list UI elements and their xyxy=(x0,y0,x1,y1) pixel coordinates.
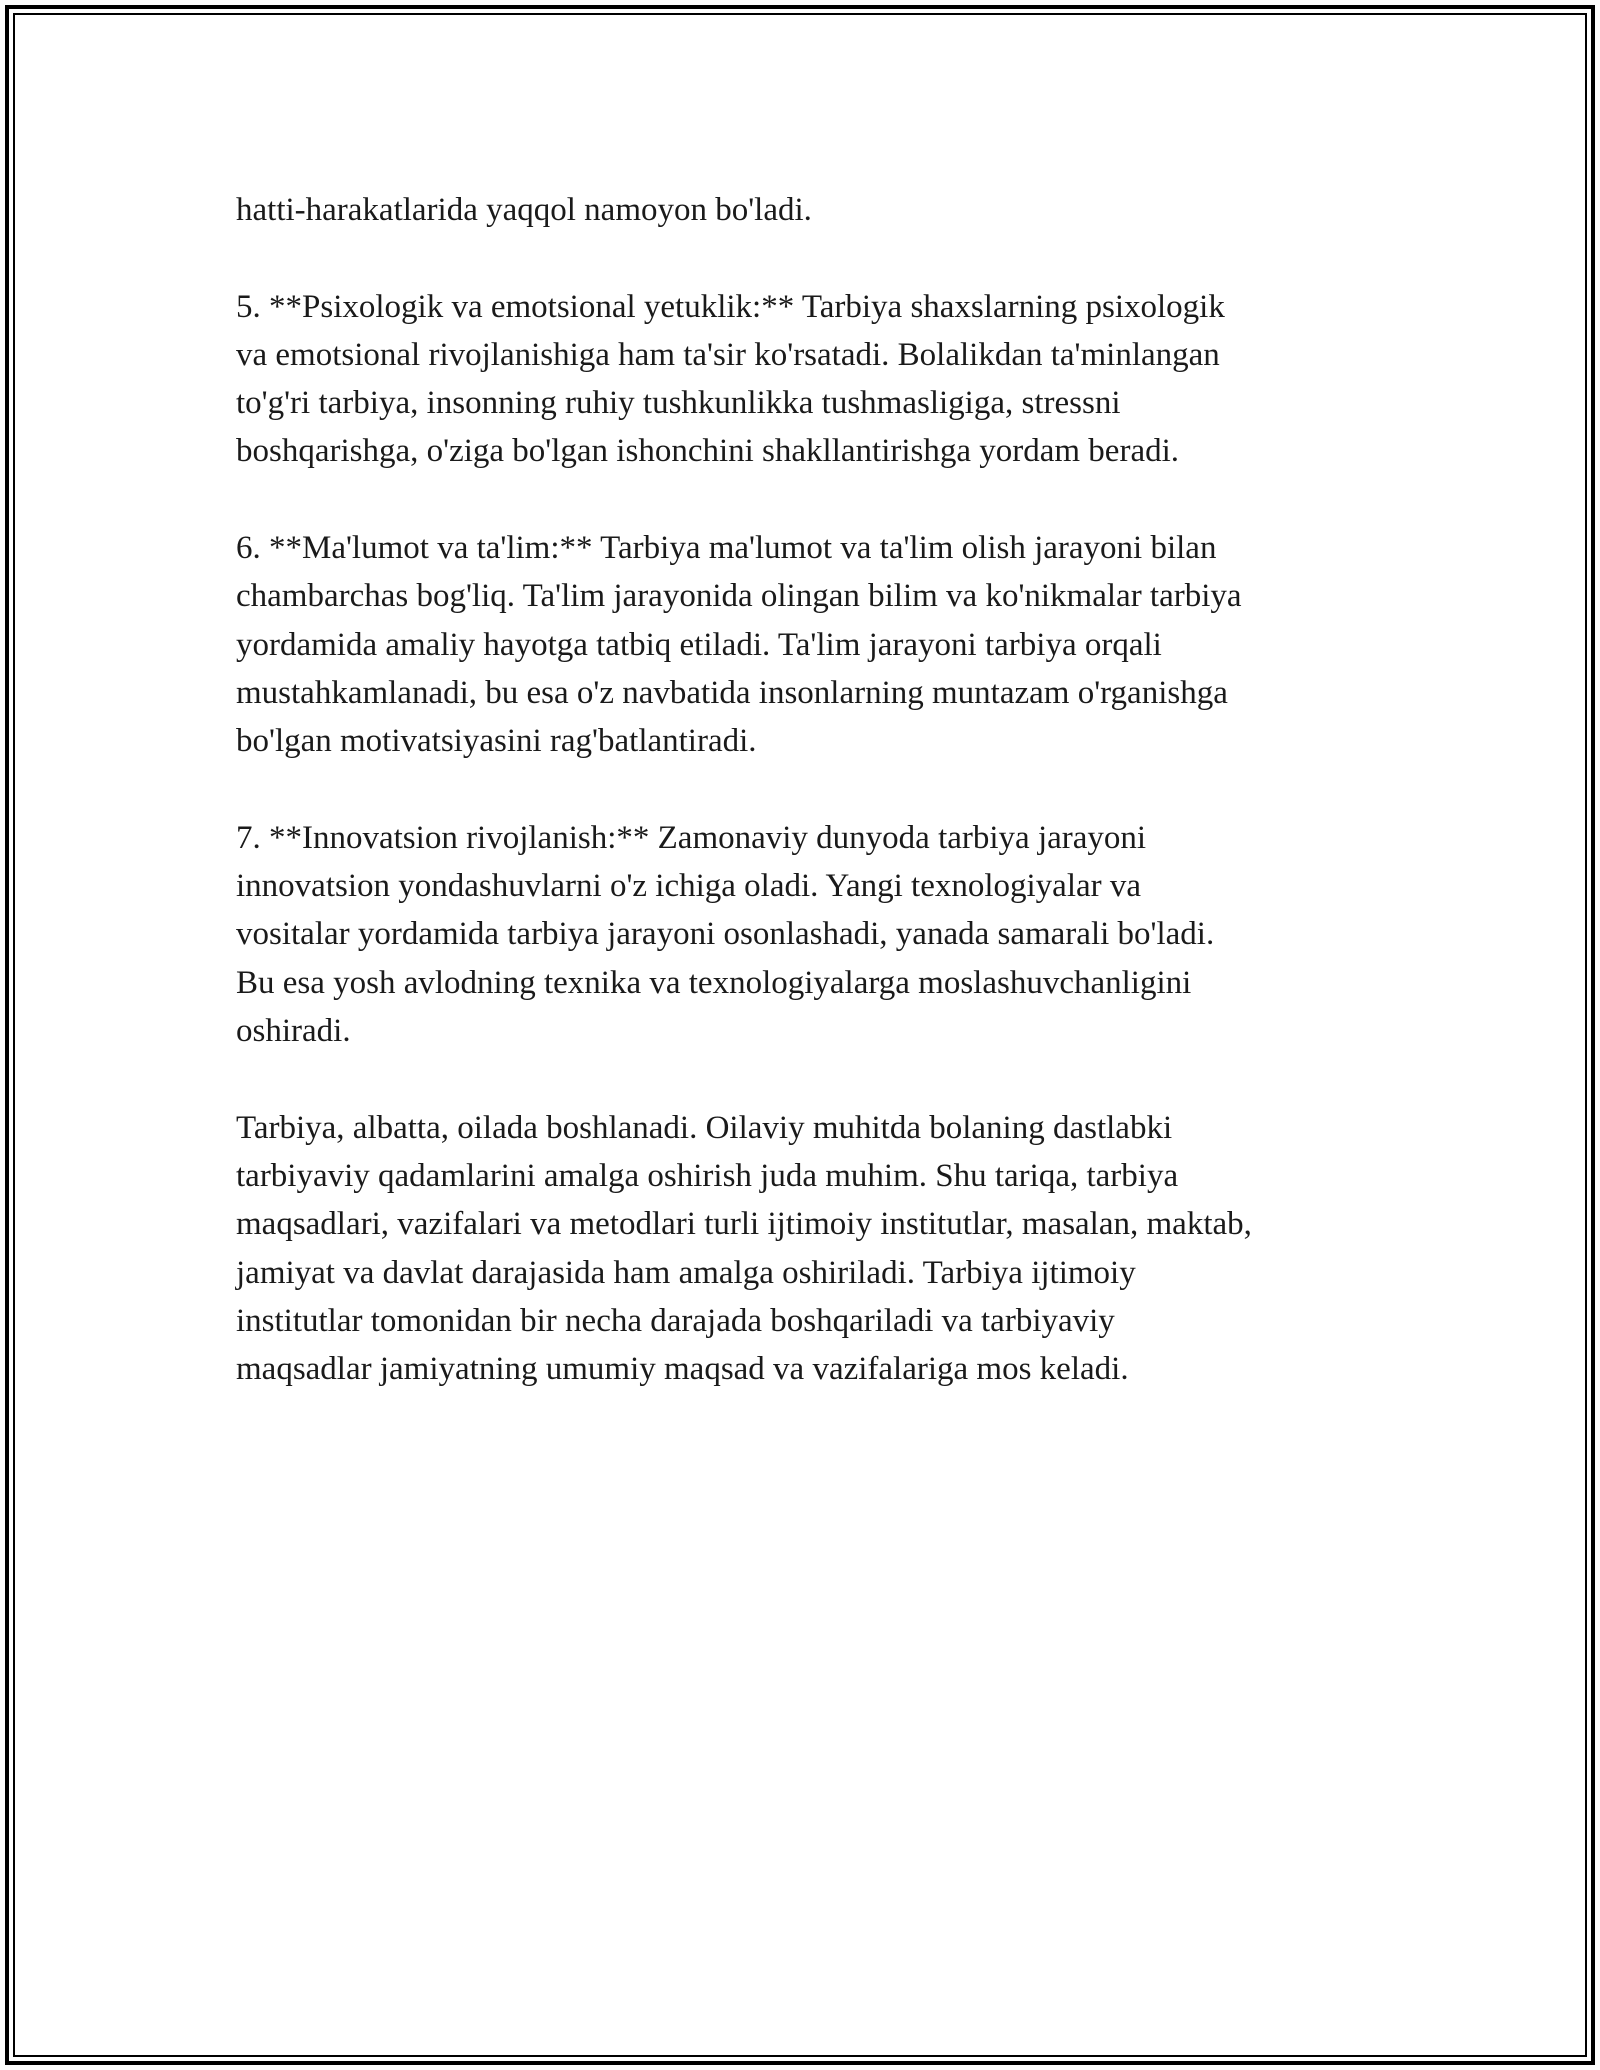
paragraph-item-6: 6. **Ma'lumot va ta'lim:** Tarbiya ma'lumot va ta'lim olish jarayoni bilan chambarchas bog'liq. Ta'lim jarayonida olingan bilim va ko'nikmalar tarbiya yordamida amaliy hayotga tatbiq etiladi. Ta'lim jarayoni tarbiya orqali mustahkamlanadi, bu esa o'z navbatida insonlarning muntazam o'rganishga bo'lgan motivatsiyasini rag'batlantiradi. xyxy=(236,530,1242,760)
paragraph-continuation: hatti-harakatlarida yaqqol namoyon bo'ladi. xyxy=(236,192,812,228)
paragraph-item-7: 7. **Innovatsion rivojlanish:** Zamonaviy dunyoda tarbiya jarayoni innovatsion yondashuvlarni o'z ichiga oladi. Yangi texnologiyalar va vositalar yordamida tarbiya jarayoni osonlashadi, yanada samarali bo'ladi. Bu esa yosh avlodning texnika va texnologiyalarga moslashuvchanligini oshiradi. xyxy=(236,819,1215,1050)
document-body xyxy=(236,186,1386,1442)
paragraph-item-5: 5. **Psixologik va emotsional yetuklik:** Tarbiya shaxslarning psixologik va emotsional rivojlanishiga ham ta'sir ko'rsatadi. Bolalikdan ta'minlangan to'g'ri tarbiya, insonning ruhiy tushkunlikka tushmasligiga, stressni boshqarishga, o'ziga bo'lgan ishonchini shakllantirishga yordam beradi. xyxy=(236,288,1225,470)
paragraph-conclusion: Tarbiya, albatta, oilada boshlanadi. Oilaviy muhitda bolaning dastlabki tarbiyaviy qadamlarini amalga oshirish juda muhim. Shu tariqa, tarbiya maqsadlari, vazifalari va metodlari turli ijtimoiy institutlar, masalan, maktab, jamiyat va davlat darajasida ham amalga oshiriladi. Tarbiya ijtimoiy institutlar tomonidan bir necha darajada boshqariladi va tarbiyaviy maqsadlar jamiyatning umumiy maqsad va vazifalariga mos keladi. xyxy=(236,1109,1252,1388)
